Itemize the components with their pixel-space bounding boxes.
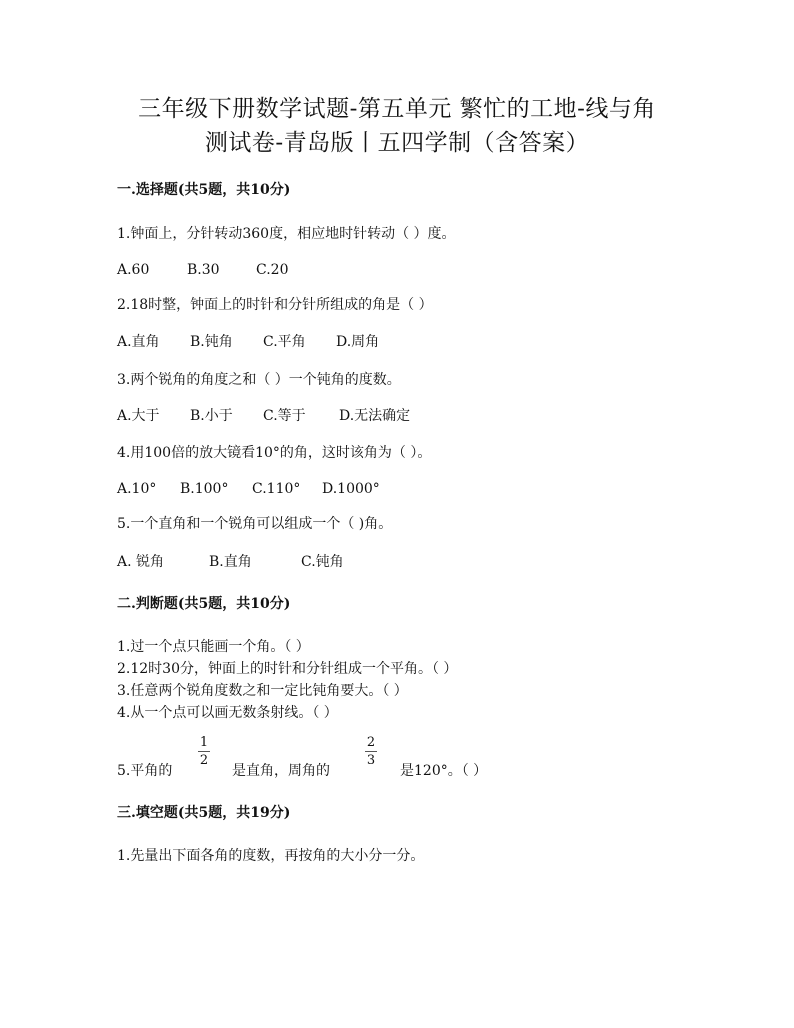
choice-question-2: 2.18时整，钟面上的时针和分针所组成的角是（ ） [117,297,433,313]
fraction-one-half [196,735,212,768]
choice-question-4: 4.用100倍的放大镜看10°的角，这时该角为（ ）。 [117,445,432,461]
title-line-2: 测试卷-青岛版丨五四学制（含答案） [204,130,590,156]
judge-question-1: 1.过一个点只能画一个角。（ ） [117,639,310,655]
fraction-denominator: 2 [199,753,209,768]
option-b: B.直角 [209,554,252,570]
section-2-heading: 二.判断题(共5题，共10分) [117,596,291,612]
fill-question-1: 1.先量出下面各角的度数，再按角的大小分一分。 [117,848,425,864]
option-d: D.周角 [336,334,380,350]
choice-question-1: 1.钟面上，分针转动360度，相应地时针转动（ ）度。 [117,226,456,242]
option-b: B.钝角 [190,334,233,350]
judge-question-2: 2.12时30分，钟面上的时针和分针组成一个平角。（ ） [117,661,458,677]
judge-q5-part2: 是直角，周角的 [232,763,330,779]
option-a: A.10° [117,481,157,497]
option-c: C.20 [256,262,289,278]
option-c: C.110° [252,481,301,497]
fraction-two-thirds [363,735,379,768]
section-3-heading: 三.填空题(共5题，共19分) [117,805,291,821]
fraction-numerator: 1 [199,735,209,750]
option-c: C.钝角 [301,554,344,570]
option-b: B.小于 [190,408,233,424]
option-d: D.1000° [322,481,380,497]
option-b: B.100° [180,481,229,497]
fraction-numerator: 2 [366,735,376,750]
judge-question-4: 4.从一个点可以画无数条射线。（ ） [117,705,338,721]
option-c: C.平角 [263,334,306,350]
fraction-bar [198,751,210,752]
fraction-denominator: 3 [366,753,376,768]
judge-question-3: 3.任意两个锐角度数之和一定比钝角要大。（ ） [117,683,408,699]
option-a: A.直角 [117,334,160,350]
option-a: A.大于 [117,408,160,424]
option-b: B.30 [187,262,220,278]
section-1-heading: 一.选择题(共5题，共10分) [117,182,291,198]
title-line-1: 三年级下册数学试题-第五单元 繁忙的工地-线与角 [138,96,656,122]
choice-question-5: 5.一个直角和一个锐角可以组成一个（ )角。 [117,516,393,532]
choice-question-3: 3.两个锐角的角度之和（ ）一个钝角的度数。 [117,372,401,388]
option-a: A.60 [117,262,150,278]
fraction-bar [365,751,377,752]
option-a: A. 锐角 [117,554,165,570]
option-c: C.等于 [263,408,306,424]
option-d: D.无法确定 [339,408,411,424]
judge-q5-part3: 是120°。（ ） [400,763,488,779]
judge-q5-part1: 5.平角的 [117,763,173,779]
